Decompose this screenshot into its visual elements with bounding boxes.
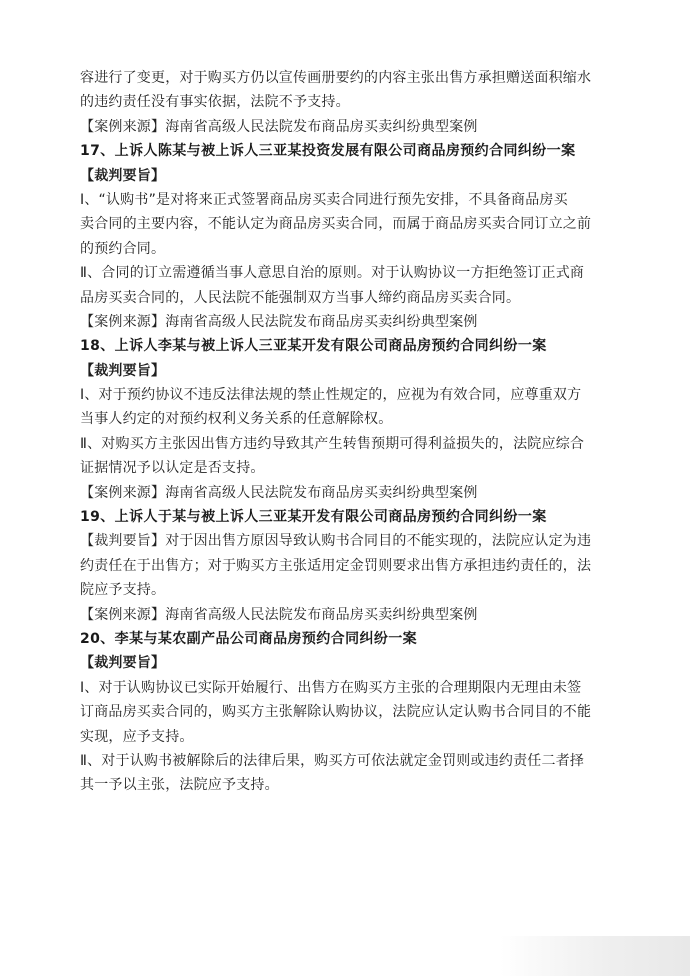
case-title: 18、上诉人李某与被上诉人三亚某开发有限公司商品房预约合同纠纷一案 <box>80 338 547 355</box>
text-line: Ⅰ、“认购书”是对将来正式签署商品房买卖合同进行预先安排，不具备商品房买 <box>80 191 568 208</box>
text-line: Ⅰ、对于预约协议不违反法律法规的禁止性规定的，应视为有效合同，应尊重双方 <box>80 387 582 404</box>
text-line: 约责任在于出售方；对于购买方主张适用定金罚则要求出售方承担违约责任的，法 <box>80 557 592 574</box>
text-line: Ⅱ、对于认购书被解除后的法律后果，购买方可依法就定金罚则或违约责任二者择 <box>80 752 585 769</box>
document-body <box>80 66 620 798</box>
text-line: 证据情况予以认定是否支持。 <box>80 460 265 477</box>
text-line: 的违约责任没有事实依据，法院不予支持。 <box>80 94 350 111</box>
case-title: 19、上诉人于某与被上诉人三亚某开发有限公司商品房预约合同纠纷一案 <box>80 509 547 526</box>
text-line: 卖合同的主要内容，不能认定为商品房买卖合同，而属于商品房买卖合同订立之前 <box>80 216 592 233</box>
text-line: 容进行了变更，对于购买方仍以宣传画册要约的内容主张出售方承担赠送面积缩水 <box>80 70 592 86</box>
text-line: Ⅰ、对于认购协议已实际开始履行、出售方在购买方主张的合理期限内无理由未签 <box>80 679 582 696</box>
text-line: 【裁判要旨】对于因出售方原因导致认购书合同目的不能实现的，法院应认定为违 <box>80 533 592 550</box>
text-line: 当事人约定的对预约权利义务关系的任意解除权。 <box>80 411 393 428</box>
case-title: 17、上诉人陈某与被上诉人三亚某投资发展有限公司商品房预约合同纠纷一案 <box>80 143 576 160</box>
text-line: Ⅱ、合同的订立需遵循当事人意思自治的原则。对于认购协议一方拒绝签订正式商 <box>80 265 585 282</box>
text-line: 的预约合同。 <box>80 240 166 257</box>
text-line: 【案例来源】海南省高级人民法院发布商品房买卖纠纷典型案例 <box>80 313 478 330</box>
text-line: 【案例来源】海南省高级人民法院发布商品房买卖纠纷典型案例 <box>80 484 478 501</box>
text-line: 实现，应予支持。 <box>80 728 194 745</box>
text-line: 【案例来源】海南省高级人民法院发布商品房买卖纠纷典型案例 <box>80 606 478 623</box>
text-line: 院应予支持。 <box>80 582 166 599</box>
section-heading: 【裁判要旨】 <box>80 362 166 379</box>
text-line: 订商品房买卖合同的，购买方主张解除认购协议，法院应认定认购书合同目的不能 <box>80 704 592 721</box>
text-line: 【案例来源】海南省高级人民法院发布商品房买卖纠纷典型案例 <box>80 118 478 135</box>
section-heading: 【裁判要旨】 <box>80 167 166 184</box>
case-title: 20、李某与某农副产品公司商品房预约合同纠纷一案 <box>80 630 418 647</box>
text-line: Ⅱ、对购买方主张因出售方违约导致其产生转售预期可得利益损失的，法院应综合 <box>80 435 585 452</box>
section-heading: 【裁判要旨】 <box>80 655 166 672</box>
text-line: 品房买卖合同的，人民法院不能强制双方当事人缔约商品房买卖合同。 <box>80 289 521 306</box>
text-line: 其一予以主张，法院应予支持。 <box>80 777 279 794</box>
scan-shadow <box>500 936 690 976</box>
